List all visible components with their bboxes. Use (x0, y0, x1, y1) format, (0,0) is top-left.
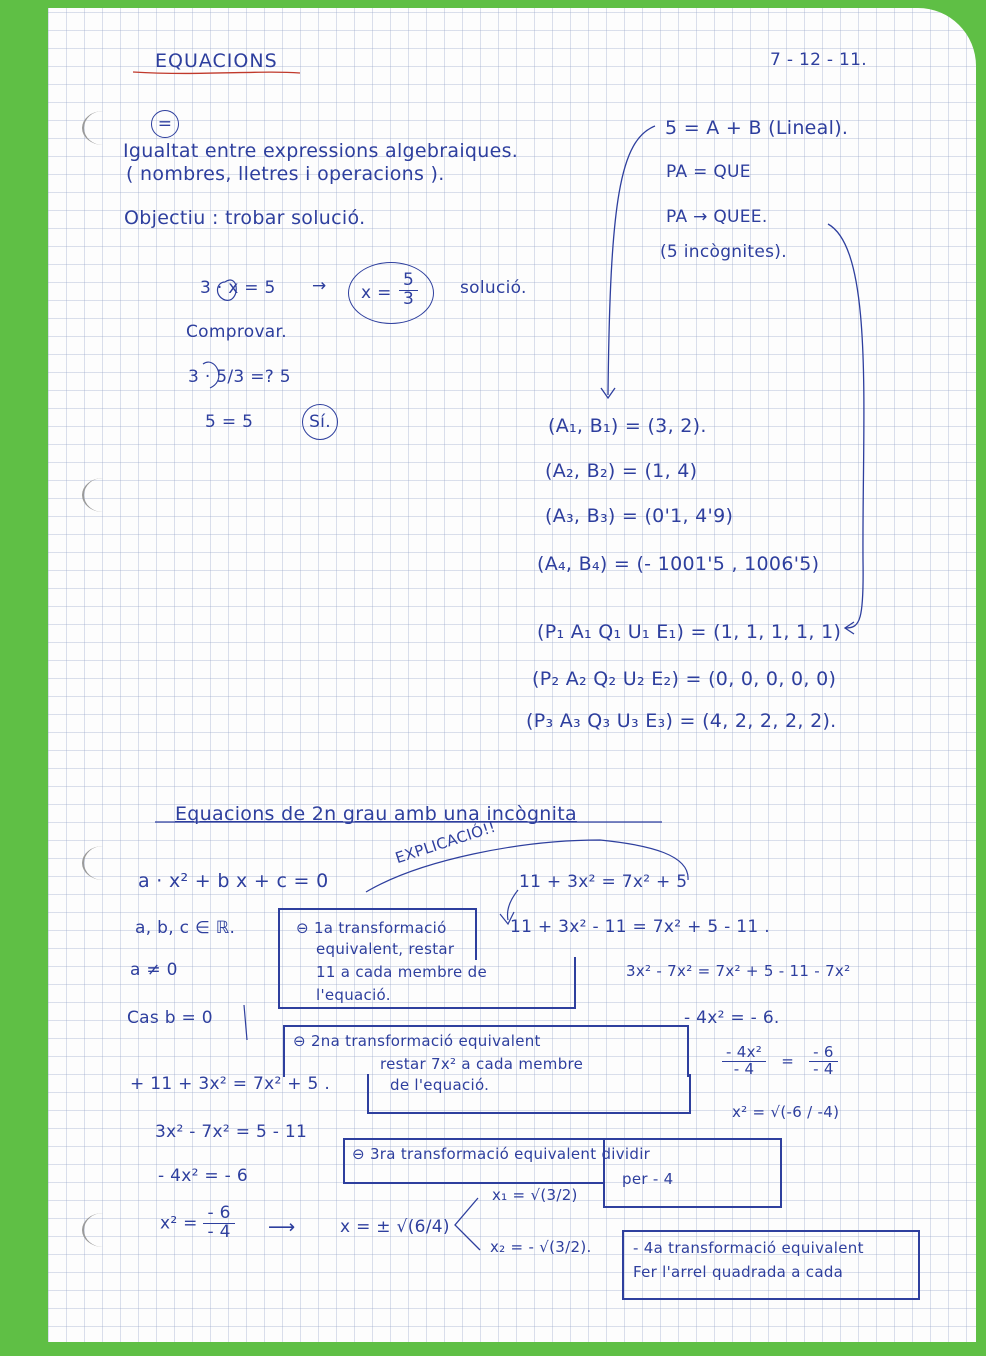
explanation-note: EXPLICACIÓ!! (393, 817, 498, 868)
solution-circle: x = $\frac{5}{3}$ (348, 262, 434, 324)
example-arrow: → (312, 276, 327, 296)
root-x2: x₂ = - √(3/2). (490, 1238, 592, 1256)
right-line-2: PA = QUE (666, 162, 751, 182)
step-4-root: x = ± √(6/4) (340, 1217, 450, 1237)
unknowns-note: (5 incògnites). (660, 242, 787, 262)
tuple-row: (P₂ A₂ Q₂ U₂ E₂) = (0, 0, 0, 0, 0) (532, 668, 837, 690)
objective-line: Objectiu : trobar solució. (124, 207, 366, 229)
solution-label: solució. (460, 278, 527, 298)
box-1-line-2: equivalent, restar (316, 940, 455, 958)
tuple-row: (P₃ A₃ Q₃ U₃ E₃) = (4, 2, 2, 2, 2). (526, 710, 837, 732)
a-not-zero: a ≠ 0 (130, 960, 178, 980)
tuple-row: (P₁ A₁ Q₁ U₁ E₁) = (1, 1, 1, 1, 1) (537, 621, 842, 643)
pair-row: (A₄, B₄) = (- 1001'5 , 1006'5) (537, 553, 820, 575)
right-step-3: 3x² - 7x² = 7x² + 5 - 11 - 7x² (626, 962, 851, 980)
right-line-3: PA → QUEE. (666, 207, 768, 227)
equals-symbol: = (151, 110, 179, 138)
box-1-line-1: ⊖ 1a transformació (296, 919, 447, 937)
step-4-arrow: ⟶ (268, 1216, 296, 1238)
check-label: Comprovar. (186, 322, 287, 342)
result-line: 5 = 5 (205, 412, 254, 432)
right-step-2: 11 + 3x² - 11 = 7x² + 5 - 11 . (510, 917, 770, 937)
box-2-line-2: restar 7x² a cada membre (380, 1055, 584, 1073)
box-4-line-1: - 4a transformació equivalent (633, 1239, 864, 1257)
box-3-line-2: per - 4 (622, 1170, 674, 1188)
linear-equation: 5 = A + B (Lineal). (665, 117, 849, 139)
pair-row: (A₃, B₃) = (0'1, 4'9) (545, 505, 734, 527)
box-1-line-4: l'equació. (316, 986, 391, 1004)
coefficients-line: a, b, c ∈ ℝ. (135, 918, 236, 938)
pair-row: (A₁, B₁) = (3, 2). (548, 415, 707, 437)
step-1: + 11 + 3x² = 7x² + 5 . (130, 1074, 331, 1094)
example-equation: 3 · x = 5 (200, 278, 276, 298)
intro-line-1: Igualtat entre expressions algebraiques. (123, 140, 519, 162)
right-step-6: x² = √(-6 / -4) (732, 1103, 840, 1121)
root-x1: x₁ = √(3/2) (492, 1186, 578, 1204)
step-3: - 4x² = - 6 (158, 1166, 248, 1186)
pair-row: (A₂, B₂) = (1, 4) (545, 460, 698, 482)
right-step-4: - 4x² = - 6. (684, 1008, 780, 1028)
right-step-1: 11 + 3x² = 7x² + 5 (519, 872, 688, 892)
page-date: 7 - 12 - 11. (770, 50, 867, 70)
step-4: x² = $\frac{- 6}{- 4}$ (160, 1205, 235, 1242)
general-equation: a · x² + b x + c = 0 (138, 870, 329, 892)
case-b-zero: Cas b = 0 (127, 1008, 213, 1028)
page-title: EQUACIONS (155, 50, 278, 72)
box-1-line-3: 11 a cada membre de (316, 963, 487, 981)
box-2-line-1: ⊖ 2na transformació equivalent (293, 1032, 541, 1050)
section-title: Equacions de 2n grau amb una incògnita (175, 803, 577, 825)
yes-circle: Sí. (302, 404, 338, 440)
check-line: 3 · 5/3 =? 5 (188, 367, 291, 387)
box-4-line-2: Fer l'arrel quadrada a cada (633, 1263, 844, 1281)
box-2-line-3: de l'equació. (390, 1076, 490, 1094)
box-3-line-1: ⊖ 3ra transformació equivalent dividir (352, 1145, 651, 1163)
right-step-5: $\frac{\text{- 4x²}}{- 4}$ = $\frac{- 6}{- 4}$ (722, 1045, 838, 1078)
intro-line-2: ( nombres, lletres i operacions ). (126, 163, 445, 185)
step-2: 3x² - 7x² = 5 - 11 (155, 1122, 308, 1142)
